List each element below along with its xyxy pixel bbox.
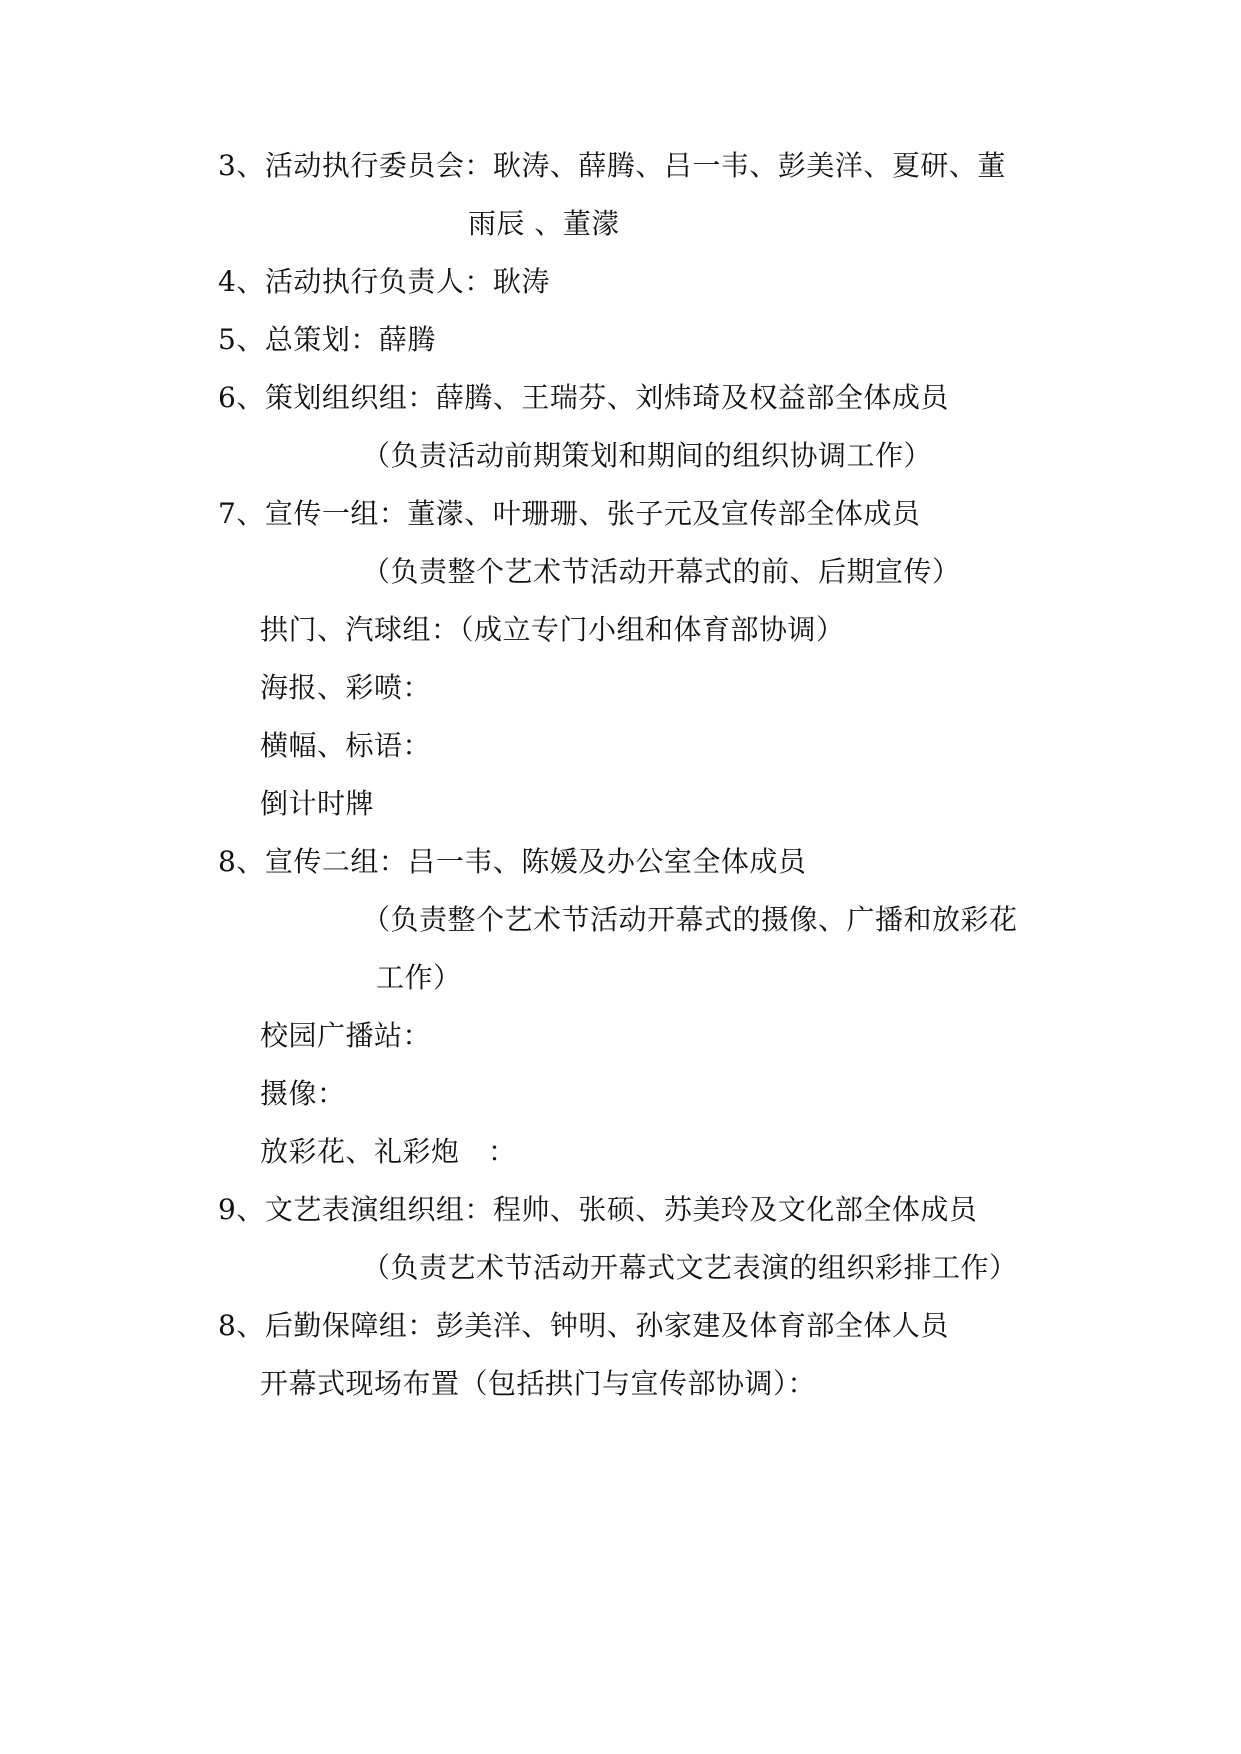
item-8-note-continuation: 工作） [376, 961, 462, 994]
item-7-publicity-group-1: 7、宣传一组：董濛、叶珊珊、张子元及宣传部全体成员 [218, 497, 921, 530]
item-8-note: （负责整个艺术节活动开幕式的摄像、广播和放彩花 [362, 903, 1018, 936]
item-6-planning-group: 6、策划组织组：薛腾、王瑞芬、刘炜琦及权益部全体成员 [218, 381, 949, 414]
item-9-note: （负责艺术节活动开幕式文艺表演的组织彩排工作） [362, 1251, 1018, 1284]
subitem-countdown: 倒计时牌 [260, 787, 375, 820]
subitem-arch-balloon: 拱门、汽球组：（成立专门小组和体育部协调） [260, 613, 845, 646]
subitem-venue-setup: 开幕式现场布置（包括拱门与宣传部协调）： [260, 1367, 817, 1400]
item-3-committee: 3、活动执行委员会：耿涛、薛腾、吕一韦、彭美洋、夏研、董 [218, 149, 1006, 182]
item-3-continuation: 雨辰 、董濛 [468, 207, 620, 240]
subitem-poster: 海报、彩喷： [260, 671, 432, 704]
item-4-lead: 4、活动执行负责人：耿涛 [218, 265, 550, 298]
item-7-note: （负责整个艺术节活动开幕式的前、后期宣传） [362, 555, 961, 588]
subitem-radio-station: 校园广播站： [260, 1019, 432, 1052]
item-9-performance-group: 9、文艺表演组织组：程帅、张硕、苏美玲及文化部全体成员 [218, 1193, 978, 1226]
item-6-note: （负责活动前期策划和期间的组织协调工作） [362, 439, 933, 472]
subitem-video: 摄像： [260, 1077, 346, 1110]
item-8-publicity-group-2: 8、宣传二组：吕一韦、陈媛及办公室全体成员 [218, 845, 807, 878]
subitem-banner: 横幅、标语： [260, 729, 432, 762]
item-5-planner: 5、总策划：薛腾 [218, 323, 436, 356]
subitem-confetti: 放彩花、礼彩炮 ： [260, 1135, 517, 1168]
item-logistics-group: 8、后勤保障组：彭美洋、钟明、孙家建及体育部全体人员 [218, 1309, 949, 1342]
